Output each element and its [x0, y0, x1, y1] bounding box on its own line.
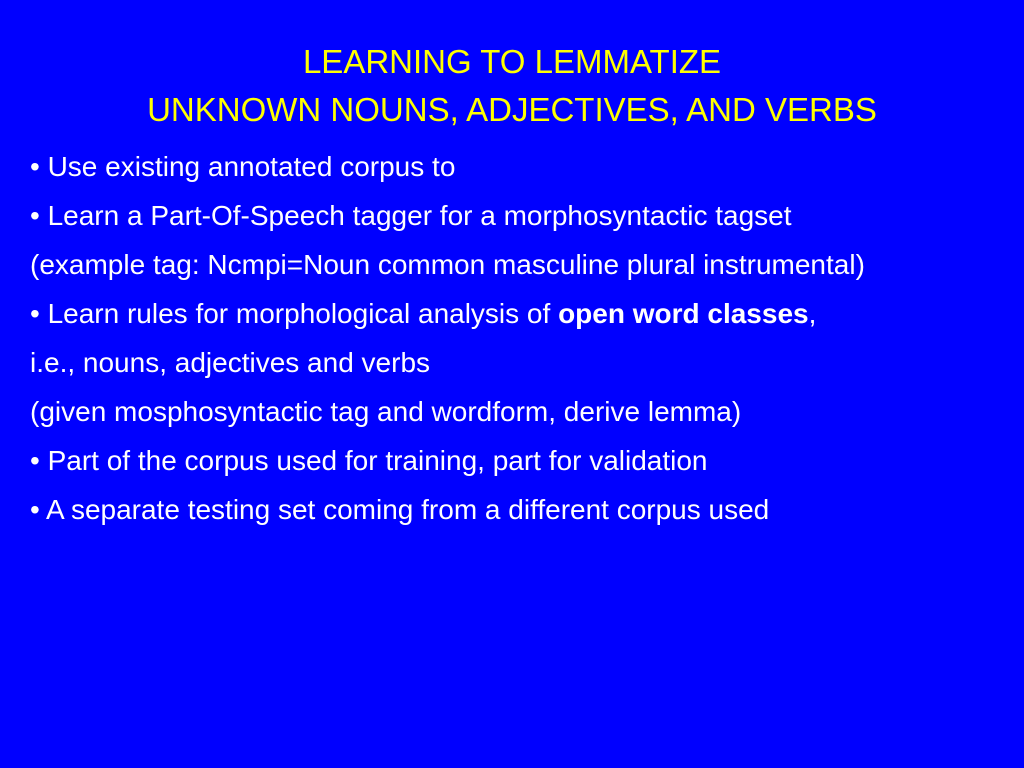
bullet-learn-tagger: • Learn a Part-Of-Speech tagger for a morphosyntactic tagset — [30, 200, 792, 231]
slide-body — [30, 150, 1005, 542]
bullet-use-corpus: • Use existing annotated corpus to — [30, 151, 456, 182]
bullet-training-validation: • Part of the corpus used for training, part for validation — [30, 445, 708, 476]
derive-lemma-note: (given mosphosyntactic tag and wordform, derive lemma) — [30, 396, 742, 427]
slide-title-line-2: UNKNOWN NOUNS, ADJECTIVES, AND VERBS — [147, 91, 877, 128]
slide-title-line-1: LEARNING TO LEMMATIZE — [302, 43, 722, 80]
example-tag-note: (example tag: Ncmpi=Noun common masculine plural instrumental) — [30, 249, 865, 280]
word-classes-list: i.e., nouns, adjectives and verbs — [30, 347, 431, 378]
bullet-learn-rules — [30, 297, 1005, 346]
bullet-learn-rules-text: • Learn rules for morphological analysis of — [30, 298, 559, 329]
bullet-learn-rules-comma: , — [808, 298, 817, 329]
open-word-classes-emphasis: open word classes — [558, 298, 809, 329]
bullet-testing-set: • A separate testing set coming from a different corpus used — [30, 494, 770, 525]
slide-title — [0, 38, 1024, 134]
